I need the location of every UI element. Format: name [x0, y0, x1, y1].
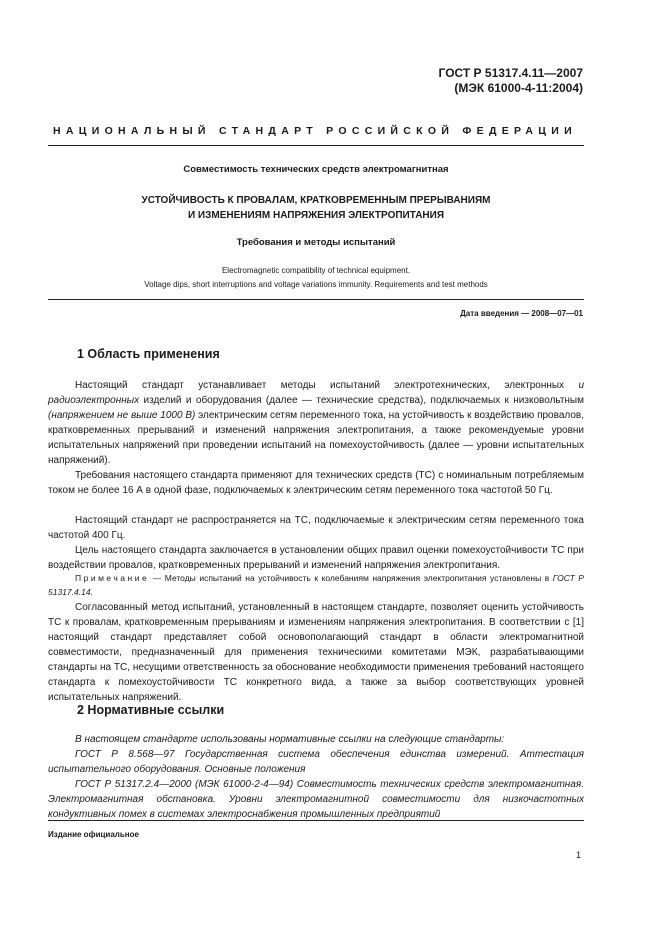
standard-code-gost: ГОСТ Р 51317.4.11—2007 [438, 66, 583, 80]
standard-code-iec: (МЭК 61000-4-11:2004) [454, 81, 583, 95]
english-title-line2: Voltage dips, short interruptions and voltage variations immunity. Requirements and test methods [144, 280, 488, 289]
section-1-note: Примечание — Методы испытаний на устойчивость к колебаниям напряжения электропитания установлены в ГОСТ Р 51317.4.14. [48, 573, 584, 597]
english-title-line1: Electromagnetic compatibility of technical equipment. [221, 266, 411, 275]
section-2-heading: 2 Нормативные ссылки [77, 703, 225, 717]
note-reference: ГОСТ Р 51317.4.14 [48, 573, 584, 597]
national-standard-banner: НАЦИОНАЛЬНЫЙ СТАНДАРТ РОССИЙСКОЙ ФЕДЕРАЦИИ [53, 125, 577, 137]
main-title-line2: И ИЗМЕНЕНИЯМ НАПРЯЖЕНИЯ ЭЛЕКТРОПИТАНИЯ [187, 210, 445, 221]
section-1-paragraph-2: Требования настоящего стандарта применяют для технических средств (ТС) с номинальным потребляемым током не более 16 А в одной фазе, подключаемых к электрическим сетям переменного тока частотой 50 Гц. [48, 470, 584, 496]
section-1-paragraph-1: Настоящий стандарт устанавливает методы испытаний электротехнических, электронных и радиоэлектронных изделий и оборудования (далее — технические средства), подключаемых к низковольтным (напряжением не выше 1000 В) электрическим сетям переменного тока, на устойчивость к воздействию провалов, кратковременных прерываний и изменений напряжения электропитания, а также рекомендуемые уровни испытательных напряжений при проведении испытаний на помехоустойчивость (далее — уровни испытательных напряжений). [48, 380, 584, 466]
english-title [48, 264, 584, 292]
main-title-line1: УСТОЙЧИВОСТЬ К ПРОВАЛАМ, КРАТКОВРЕМЕННЫМ ПРЕРЫВАНИЯМ [141, 195, 491, 206]
introduction-date: Дата введения — 2008—07—01 [460, 309, 583, 318]
section-1-paragraph-3: Настоящий стандарт не распространяется на ТС, подключаемые к электрическим сетям переменного тока частотой 400 Гц. [48, 515, 584, 541]
standard-code [439, 66, 583, 96]
subtitle: Требования и методы испытаний [236, 237, 396, 248]
section-2-reference-2: ГОСТ Р 51317.2.4—2000 (МЭК 61000-2-4—94) Совместимость технических средств электромагнитная. Электромагнитная обстановка. Уровни электромагнитной совместимости для низкочастотных кондуктивных помех в системах электроснабжения промышленных предприятий [48, 779, 584, 820]
official-edition-label: Издание официальное [48, 830, 139, 839]
title-divider [48, 299, 584, 300]
footer-divider [48, 820, 584, 821]
main-title [48, 193, 584, 223]
section-2-intro: В настоящем стандарте использованы нормативные ссылки на следующие стандарты: [75, 734, 505, 745]
note-label: Примечание [75, 573, 150, 583]
section-1-paragraph-4: Цель настоящего стандарта заключается в установлении общих правил оценки помехоустойчивости ТС при воздействии провалов, кратковременных прерываний и изменений напряжения электропитания. [48, 545, 584, 571]
section-1-paragraph-5: Согласованный метод испытаний, установленный в настоящем стандарте, позволяет оценить устойчивость ТС к провалам, кратковременным прерываниям и изменениям напряжения электропитания. В соответствии с [1] настоящий стандарт представляет собой основополагающий стандарт в области электромагнитной совместимости, предназначенный для применения техническими комитетами МЭК, разрабатывающими стандарты на ТС, несущими ответственность за обоснование необходимости применения требований настоящего стандарта к помехоустойчивости ТС конкретного вида, а также за выбор соответствующих уровней испытательных напряжений. [48, 602, 584, 703]
page-number: 1 [575, 850, 581, 860]
header-divider [48, 145, 584, 146]
section-1-heading: 1 Область применения [77, 347, 220, 361]
title-group: Совместимость технических средств электромагнитная [183, 164, 449, 175]
section-2-reference-1: ГОСТ Р 8.568—97 Государственная система обеспечения единства измерений. Аттестация испытательного оборудования. Основные положения [48, 749, 584, 775]
